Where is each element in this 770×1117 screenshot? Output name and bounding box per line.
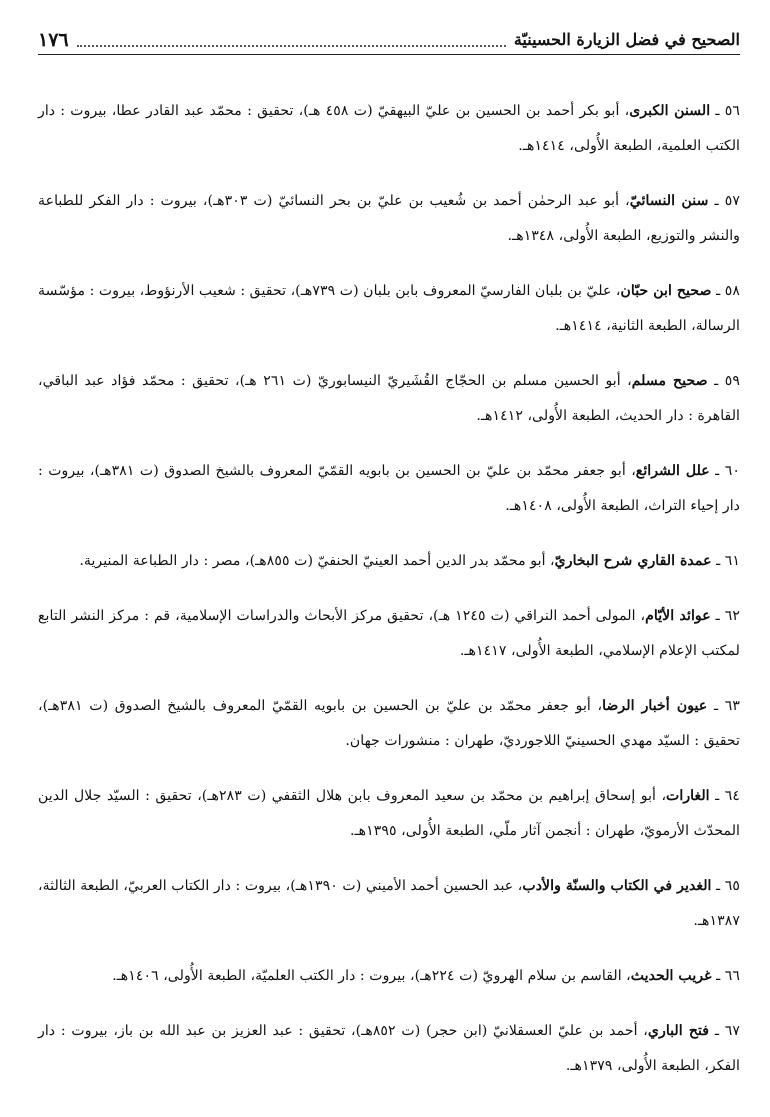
entry-title: السنن الكبرى xyxy=(629,103,711,120)
entry-title: عيون أخبار الرضا xyxy=(602,698,708,715)
entry-title: عوائد الأيّام xyxy=(645,608,711,625)
entry-title: صحيح ابن حبّان xyxy=(620,283,712,300)
entry-number: ٥٩ ـ xyxy=(707,373,740,390)
entry-number: ٦٦ ـ xyxy=(711,968,740,985)
bibliography-list xyxy=(38,80,740,1104)
entry-text: ، أبو إسحاق إبراهيم بن محمّد بن سعيد المعروف بابن هلال الثقفي (ت ٢٨٣هـ)، تحقيق : السيّد جلال الدين المحدّث الأرمويّ، طهران : أنجمن آثار ملّي، الطبعة الأُولى، ١٣٩٥هـ. xyxy=(38,788,740,840)
bibliography-entry xyxy=(38,959,740,994)
header-dot-leader xyxy=(77,45,506,47)
entry-text: ، عبد الحسين أحمد الأميني (ت ١٣٩٠هـ)، بيروت : دار الكتاب العربيّ، الطبعة الثالثة، ١٣٨٧هـ. xyxy=(38,878,740,930)
entry-number: ٦٤ ـ xyxy=(709,788,740,805)
entry-text: ، القاسم بن سلام الهرويّ (ت ٢٢٤هـ)، بيروت : دار الكتب العلميّة، الطبعة الأُولى، ١٤٠٦هـ. xyxy=(112,968,631,985)
bibliography-entry xyxy=(38,364,740,434)
running-title: الصحيح في فضل الزيارة الحسينيّة xyxy=(513,30,740,49)
page-header xyxy=(38,28,740,55)
bibliography-entry xyxy=(38,779,740,849)
bibliography-entry xyxy=(38,1014,740,1084)
entry-title: الغارات xyxy=(666,788,710,805)
entry-title: علل الشرائع xyxy=(635,463,710,480)
entry-text: ، أبو عبد الرحمٰن أحمد بن شُعيب بن عليّ بن بحر النسائيّ (ت ٣٠٣هـ)، بيروت : دار الفكر للطباعة والنشر والتوزيع، الطبعة الأُولى، ١٣٤٨هـ. xyxy=(38,193,740,245)
entry-number: ٥٦ ـ xyxy=(710,103,740,120)
bibliography-entry xyxy=(38,274,740,344)
entry-number: ٦٢ ـ xyxy=(710,608,741,625)
entry-title: صحيح مسلم xyxy=(631,373,708,390)
entry-number: ٥٨ ـ xyxy=(711,283,740,300)
bibliography-entry xyxy=(38,94,740,164)
entry-title: غريب الحديث xyxy=(630,968,712,985)
entry-number: ٦٧ ـ xyxy=(709,1023,740,1040)
entry-number: ٦٠ ـ xyxy=(709,463,740,480)
entry-text: ، أبو محمّد بدر الدين أحمد العينيّ الحنفيّ (ت ٨٥٥هـ)، مصر : دار الطباعة المنيرية. xyxy=(79,553,555,570)
entry-text: ، أبو بكر أحمد بن الحسين بن عليّ البيهقيّ (ت ٤٥٨ هـ)، تحقيق : محمّد عبد القادر عطا، بيروت : دار الكتب العلمية، الطبعة الأُولى، ١٤١٤هـ. xyxy=(38,103,740,155)
entry-text: ، أبو جعفر محمّد بن عليّ بن الحسين بن بابويه القمّيّ المعروف بالشيخ الصدوق (ت ٣٨١هـ)، تحقيق : السيّد مهدي الحسينيّ اللاجورديّ، طهران : منشورات جهان. xyxy=(38,698,740,750)
bibliography-entry xyxy=(38,544,740,579)
entry-title: سنن النسائيّ xyxy=(629,193,709,210)
entry-title: عمدة القاري شرح البخاريّ xyxy=(554,553,712,570)
bibliography-entry xyxy=(38,599,740,669)
entry-number: ٦٣ ـ xyxy=(707,698,740,715)
entry-text: ، أبو جعفر محمّد بن عليّ بن الحسين بن بابويه القمّيّ المعروف بالشيخ الصدوق (ت ٣٨١هـ)، بيروت : دار إحياء التراث، الطبعة الأُولى، ١٤٠٨هـ. xyxy=(38,463,740,515)
entry-number: ٥٧ ـ xyxy=(708,193,740,210)
bibliography-entry xyxy=(38,689,740,759)
bibliography-entry xyxy=(38,454,740,524)
bibliography-entry xyxy=(38,184,740,254)
entry-text: ، أبو الحسين مسلم بن الحجّاج القُشَيريّ النيسابوريّ (ت ٢٦١ هـ)، تحقيق : محمّد فؤاد عبد الباقي، القاهرة : دار الحديث، الطبعة الأُولى، ١٤١٢هـ. xyxy=(38,373,740,425)
entry-text: ، عليّ بن بلبان الفارسيّ المعروف بابن بلبان (ت ٧٣٩هـ)، تحقيق : شعيب الأرنؤوط، بيروت : مؤسّسة الرسالة، الطبعة الثانية، ١٤١٤هـ. xyxy=(38,283,740,335)
entry-title: الغدير في الكتاب والسنّة والأدب xyxy=(522,878,712,895)
page-number: ١٧٦ xyxy=(38,29,69,51)
entry-number: ٦١ ـ xyxy=(711,553,740,570)
entry-number: ٦٥ ـ xyxy=(711,878,741,895)
entry-text: ، المولى أحمد النراقي (ت ١٢٤٥ هـ)، تحقيق مركز الأبحاث والدراسات الإسلامية، قم : مركز النشر التابع لمكتب الإعلام الإسلامي، الطبعة الأُولى، ١٤١٧هـ. xyxy=(38,608,740,660)
bibliography-entry xyxy=(38,869,740,939)
entry-text: ، أحمد بن عليّ العسقلانيّ (ابن حجر) (ت ٨٥٢هـ)، تحقيق : عبد العزيز بن عبد الله بن باز، بيروت : دار الفكر، الطبعة الأُولى، ١٣٧٩هـ. xyxy=(38,1023,740,1075)
entry-title: فتح الباري xyxy=(647,1023,710,1040)
